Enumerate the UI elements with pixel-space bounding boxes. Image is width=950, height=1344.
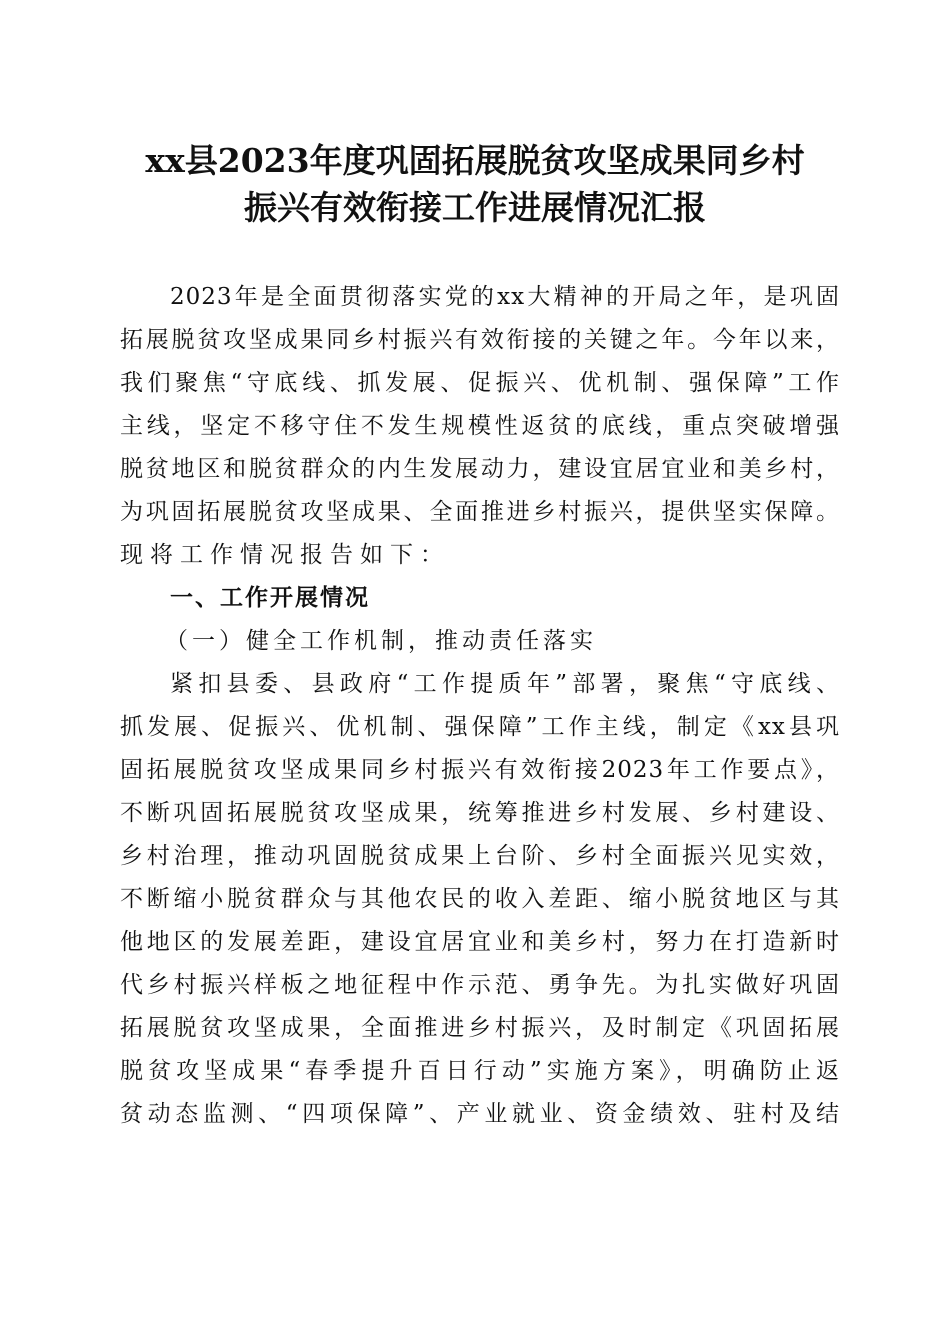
subsection-heading: （一）健全工作机制，推动责任落实 — [165, 628, 597, 654]
section-heading: 一、工作开展情况 — [170, 585, 370, 611]
text-line: 固拓展脱贫攻坚成果同乡村振兴有效衔接2023年工作要点》， — [120, 757, 840, 783]
text-line: 拓展脱贫攻坚成果，全面推进乡村振兴，及时制定《巩固拓展 — [120, 1015, 840, 1041]
text-line: 脱贫攻坚成果“春季提升百日行动”实施方案》，明确防止返 — [120, 1058, 840, 1084]
text-line: 抓发展、促振兴、优机制、强保障”工作主线，制定《xx县巩 — [120, 714, 840, 740]
text-line: 乡村治理，推动巩固脱贫成果上台阶、乡村全面振兴见实效， — [120, 843, 840, 869]
text-line: 不断缩小脱贫群众与其他农民的收入差距、缩小脱贫地区与其 — [120, 886, 840, 912]
text-line: 现将工作情况报告如下： — [120, 542, 450, 568]
text-line: 他地区的发展差距，建设宜居宜业和美乡村，努力在打造新时 — [120, 929, 840, 955]
text-line: 主线，坚定不移守住不发生规模性返贫的底线，重点突破增强 — [120, 413, 840, 439]
text-line: 拓展脱贫攻坚成果同乡村振兴有效衔接的关键之年。今年以来， — [120, 327, 840, 353]
text-line: 脱贫地区和脱贫群众的内生发展动力，建设宜居宜业和美乡村， — [120, 456, 840, 482]
text-line: 我们聚焦“守底线、抓发展、促振兴、优机制、强保障”工作 — [120, 370, 840, 396]
title-line-1: xx县2023年度巩固拓展脱贫攻坚成果同乡村 — [145, 141, 805, 180]
text-line: 紧扣县委、县政府“工作提质年”部署，聚焦“守底线、 — [170, 671, 840, 697]
text-line: 为巩固拓展脱贫攻坚成果、全面推进乡村振兴，提供坚实保障。 — [120, 499, 840, 525]
text-line: 不断巩固拓展脱贫攻坚成果，统筹推进乡村发展、乡村建设、 — [120, 800, 840, 826]
text-line: 2023年是全面贯彻落实党的xx大精神的开局之年，是巩固 — [170, 284, 840, 310]
text-line: 代乡村振兴样板之地征程中作示范、勇争先。为扎实做好巩固 — [120, 972, 840, 998]
text-line: 贫动态监测、“四项保障”、产业就业、资金绩效、驻村及结 — [120, 1101, 840, 1127]
title-line-2: 振兴有效衔接工作进展情况汇报 — [244, 188, 706, 227]
